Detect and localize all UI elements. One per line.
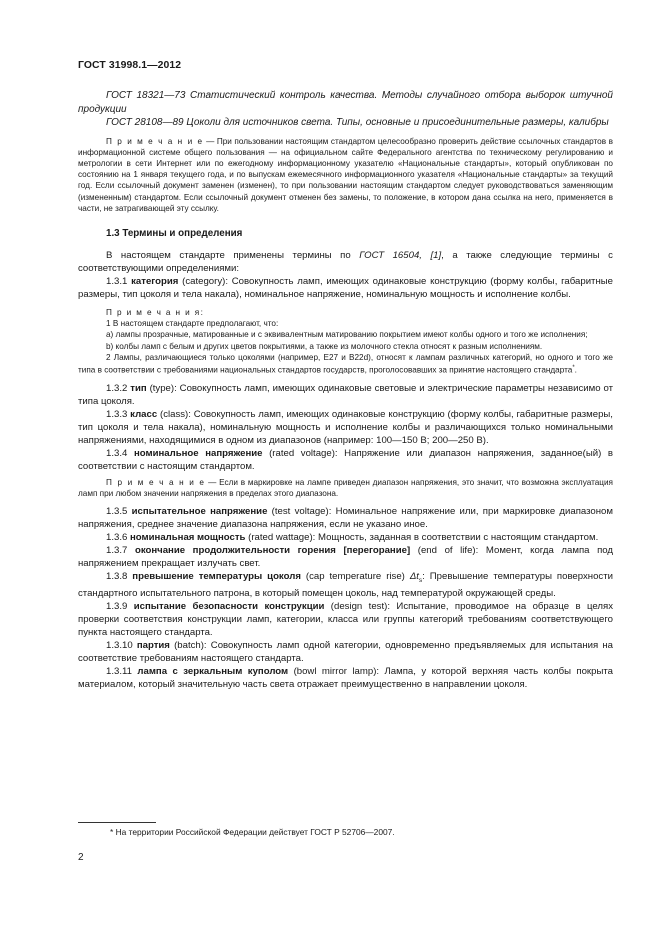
term-1-3-10	[78, 639, 613, 665]
symbol-subscript: s	[418, 577, 423, 585]
reference-gost-18321: ГОСТ 18321—73 Статистический контроль качества. Методы случайного отбора выборок штучной продукции	[78, 90, 613, 115]
note-references	[78, 136, 613, 214]
term-definition: : Превышение температуры поверхности стандартного испытательного патрона, в который помещен цоколь, над температурой окружающей среды.	[78, 571, 613, 600]
term-number: 1.3.10	[106, 640, 137, 652]
term-title: испытательное напряжение	[131, 506, 268, 518]
term-title: категория	[131, 275, 179, 287]
term-definition: (rated voltage): Напряжение или диапазон напряжения, заданное(ый) в соответствии с настоящим стандартом.	[78, 447, 613, 472]
term-1-3-11	[78, 665, 613, 691]
term-definition: (class): Совокупность ламп, имеющих одинаковые конструкцию (форму колбы, габаритные размеры, тип цоколя и тела накала), номинальную мощность и исполнение колбы и различающихся только номинальными напряжениями, находящимися в одном из диапазонов (например: 100—150 В; 200—250 В).	[78, 408, 613, 446]
term-definition: (type): Совокупность ламп, имеющих одинаковые световые и электрические параметры независимо от типа цоколя.	[78, 382, 613, 407]
term-title: партия	[136, 640, 170, 652]
term-title: номинальная мощность	[130, 532, 246, 544]
term-1-3-9	[78, 600, 613, 639]
term-english: (cap temperature rise)	[300, 571, 410, 583]
term-number: 1.3.7	[106, 545, 135, 557]
term-title: испытание безопасности конструкции	[133, 601, 325, 613]
term-title: окончание продолжительности горения [перегорание]	[134, 545, 411, 557]
note-2	[78, 352, 613, 376]
term-definition: (rated wattage): Мощность, заданная в соответствии с настоящим стандартом.	[245, 532, 599, 544]
term-definition: (end of life): Момент, когда лампа под напряжением прекращает излучать свет.	[78, 545, 613, 570]
term-1-3-3	[78, 408, 613, 447]
term-number: 1.3.11	[106, 666, 138, 678]
page-body	[78, 89, 613, 691]
footnote-marker: *	[572, 364, 575, 371]
term-definition: (design test): Испытание, проводимое на образце в целях проверки соответствия конструкции ламп, категории, класса или группы категорий требованиям соответствующего пункта настоящего стандарта.	[78, 601, 613, 639]
term-1-3-6	[78, 531, 613, 544]
term-title: номинальное напряжение	[133, 447, 263, 459]
note-voltage	[78, 477, 613, 499]
note-1a: a) лампы прозрачные, матированные и с эквивалентным матированию покрытием имеют колбы одного и того же исполнения;	[106, 330, 588, 340]
term-number: 1.3.2	[106, 382, 131, 394]
note-label: П р и м е ч а н и е	[106, 136, 204, 146]
term-title: превышение температуры цоколя	[132, 571, 301, 583]
term-1-3-5	[78, 505, 613, 531]
footnote-mark: *	[110, 827, 114, 837]
term-title: класс	[130, 408, 158, 420]
term-definition: (batch): Совокупность ламп одной категории, одновременно предъявляемых для испытания на соответствие требованиям настоящего стандарта.	[78, 640, 613, 665]
document-code: ГОСТ 31998.1—2012	[78, 60, 182, 71]
footnote-text: На территории Российской Федерации действует ГОСТ Р 52706—2007.	[113, 827, 395, 837]
term-definition: (category): Совокупность ламп, имеющих одинаковые конструкцию (форму колбы, габаритные размеры, тип цоколя и тела накала), номинальное напряжение, номинальную мощность и исполнение колбы.	[78, 275, 613, 300]
term-number: 1.3.8	[106, 571, 133, 583]
term-title: лампа с зеркальным куполом	[137, 666, 289, 678]
notes-label: П р и м е ч а н и я:	[106, 307, 205, 317]
footnote-rule	[78, 822, 156, 823]
term-number: 1.3.6	[106, 532, 131, 544]
term-1-3-1	[78, 275, 613, 301]
term-definition: (bowl mirror lamp): Лампа, у которой верхняя часть колбы покрыта материалом, который значительную часть света отражает преимущественно в направлении цоколя.	[78, 666, 613, 691]
footnote	[110, 827, 395, 837]
intro-post: , а также следующие термины с соответствующими определениями:	[78, 249, 613, 274]
note-text: — При пользовании настоящим стандартом целесообразно проверить действие ссылочных стандартов в информационной системе общего пользования — на официальном сайте Федерального агентства по техническому регулированию и метрологии в сети Интернет или по ежегодному информационному указателю «Национальные стандарты», который опубликован по состоянию на 1 января текущего года, и по выпускам ежемесячного информационного указателя «Национальные стандарты» за текущий год. Если ссылочный документ заменен (изменен), то при пользовании настоящим стандартом следует руководствоваться заменяющим (измененным) стандартом. Если ссылочный документ отменен без замены, то положение, в котором дана ссылка на него, применяется в части, не затрагивающей эту ссылку.	[78, 136, 613, 213]
term-1-3-7	[78, 544, 613, 570]
term-1-3-2	[78, 382, 613, 408]
page-number: 2	[78, 852, 84, 863]
note-2-end: .	[574, 365, 577, 375]
term-title: тип	[130, 382, 147, 394]
note-2-text: 2 Лампы, различающиеся только цоколями (например, E27 и B22d), относят к лампам различных категорий, но одного и того же типа в соответствии с требованиями национальных стандартов государств, проголосовавших за принятие настоящего стандарта	[78, 352, 613, 375]
term-number: 1.3.4	[106, 447, 134, 459]
symbol-delta-t: Δt	[409, 571, 419, 583]
reference-gost-28108: ГОСТ 28108—89 Цоколи для источников света. Типы, основные и присоединительные размеры, калибры	[106, 117, 609, 128]
note-1b: b) колбы ламп с белым и других цветов покрытиями, а также из молочного стекла относят к разным исполнениям.	[106, 341, 543, 351]
intro-ref: ГОСТ 16504, [1]	[359, 249, 442, 261]
note-1: 1 В настоящем стандарте предполагают, что:	[106, 319, 279, 329]
intro-paragraph	[78, 249, 613, 275]
intro-pre: В настоящем стандарте применены термины по	[106, 249, 360, 261]
section-heading: 1.3 Термины и определения	[106, 227, 243, 239]
term-number: 1.3.9	[106, 601, 134, 613]
term-number: 1.3.5	[106, 506, 132, 518]
term-number: 1.3.1	[106, 275, 132, 287]
term-definition: (test voltage): Номинальное напряжение или, при маркировке диапазоном напряжения, среднее значение диапазона напряжения, если не указано иное.	[78, 506, 613, 531]
note-text: — Если в маркировке на лампе приведен диапазон напряжения, это значит, что возможна эксплуатация ламп при любом значении напряжения в пределах этого диапазона.	[78, 477, 613, 499]
term-1-3-4	[78, 447, 613, 473]
term-1-3-8	[78, 570, 613, 600]
note-label: П р и м е ч а н и е	[106, 477, 206, 487]
term-number: 1.3.3	[106, 408, 131, 420]
